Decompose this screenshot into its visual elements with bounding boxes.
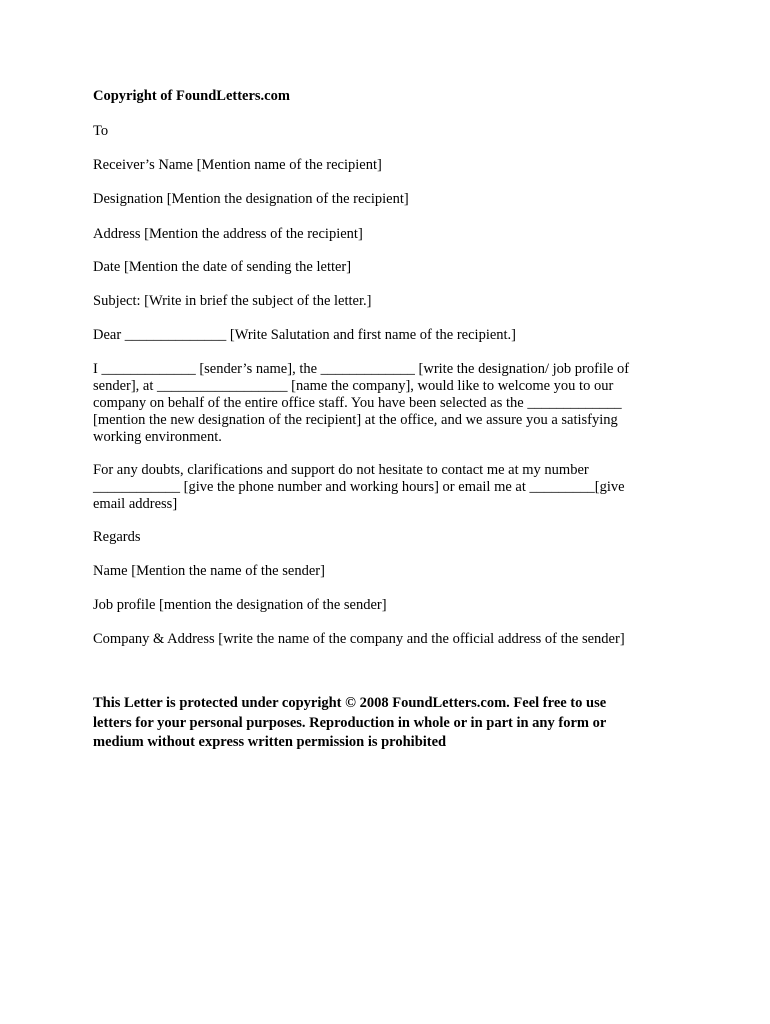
receiver-name-line: Receiver’s Name [Mention name of the recipient] — [93, 157, 382, 173]
company-address-line: Company & Address [write the name of the company and the official address of the sender] — [93, 631, 625, 647]
body-paragraph-1: I _____________ [sender’s name], the _____________ [write the designation/ job profile of sender], at __________________ [name the company], would like to welcome you to our company on behalf of the entire office staff. You have been selected as the _____________ [mention the new designation of the recipient] at the office, and we assure you a satisfying working environment. — [93, 361, 630, 445]
salutation-line: Dear ______________ [Write Salutation and first name of the recipient.] — [93, 327, 517, 343]
to-line: To — [93, 123, 109, 139]
document-header: Copyright of FoundLetters.com — [93, 88, 290, 104]
closing-line: Regards — [93, 529, 141, 545]
body-paragraph-2: For any doubts, clarifications and support do not hesitate to contact me at my number ____________ [give the phone number and working hours] or email me at _________[give email address] — [93, 462, 625, 512]
subject-line: Subject: [Write in brief the subject of the letter.] — [93, 293, 372, 309]
sender-name-line: Name [Mention the name of the sender] — [93, 563, 325, 579]
copyright-notice: This Letter is protected under copyright © 2008 FoundLetters.com. Feel free to use letters for your personal purposes. Reproduction in whole or in part in any form or medium without express written permission is prohibited — [93, 695, 607, 750]
job-profile-line: Job profile [mention the designation of the sender] — [93, 597, 387, 613]
designation-line: Designation [Mention the designation of the recipient] — [93, 191, 409, 207]
address-line: Address [Mention the address of the recipient] — [93, 226, 363, 242]
date-line: Date [Mention the date of sending the letter] — [93, 259, 352, 275]
